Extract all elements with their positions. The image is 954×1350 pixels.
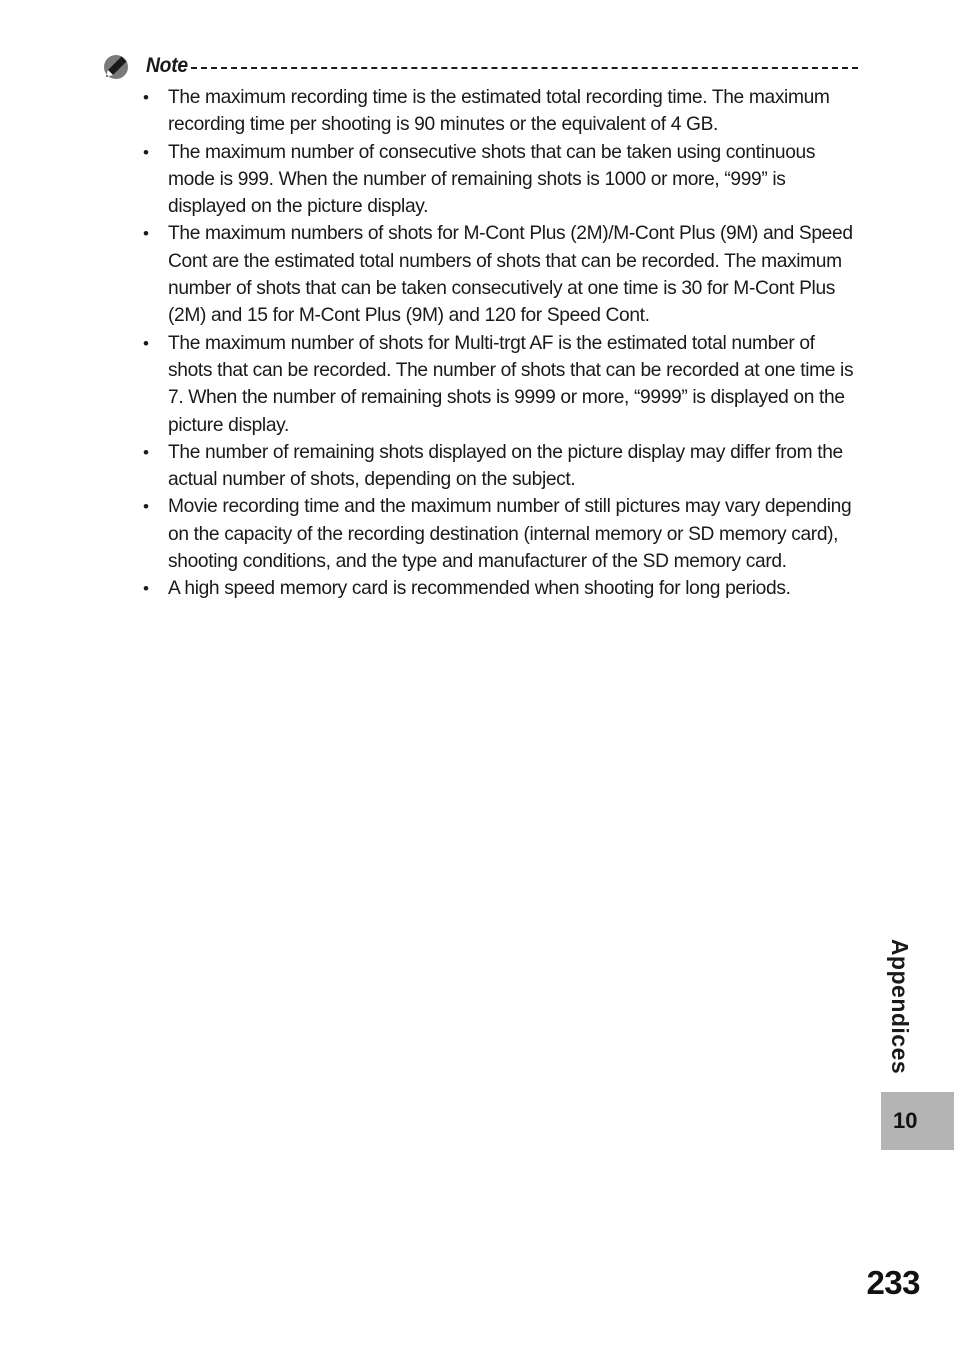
section-tab-label (880, 930, 920, 1082)
list-item (140, 220, 856, 329)
bullet-icon: • (143, 88, 149, 107)
list-item-text: The maximum number of consecutive shots that can be taken using continuous mode is 999. When the number of remaining shots is 1000 or more, “999” is displayed on the picture display. (168, 141, 816, 218)
list-item (140, 139, 856, 221)
list-item-text: The maximum numbers of shots for M-Cont Plus (2M)/M-Cont Plus (9M) and Speed Cont are the estimated total numbers of shots that can be recorded. The maximum number of shots that can be taken consecutively at one time is 30 for M-Cont Plus (2M) and 15 for M-Cont Plus (9M) and 120 for Speed Cont. (168, 223, 853, 327)
bullet-icon: • (143, 224, 149, 244)
page-number: 233 (866, 1264, 920, 1301)
list-item (140, 84, 856, 139)
list-item-text: Movie recording time and the maximum number of still pictures may vary depending on the capacity of the recording destination (internal memory or SD memory card), shooting conditions, and the type and manufacturer of the SD memory card. (168, 496, 852, 573)
list-item (140, 493, 856, 575)
list-item-text: The maximum recording time is the estimated total recording time. The maximum recording time per shooting is 90 minutes or the equivalent of 4 GB. (168, 87, 830, 136)
list-item (140, 330, 856, 439)
chapter-number-tab: 10 (881, 1092, 954, 1150)
list-item-text: A high speed memory card is recommended when shooting for long periods. (168, 578, 791, 600)
note-title: Note (146, 54, 188, 77)
list-item-text: The maximum number of shots for Multi-trgt AF is the estimated total number of shots that can be recorded. The number of shots that can be recorded at one time is 7. When the number of remaining shots is 9999 or more, “9999” is displayed on the picture display. (168, 332, 854, 436)
bullet-icon: • (143, 497, 149, 517)
pencil-note-icon (102, 52, 130, 80)
list-item (140, 439, 856, 494)
list-item-text: The number of remaining shots displayed on the picture display may differ from the actual number of shots, depending on the subject. (168, 441, 843, 491)
section-tab-text: Appendices (887, 938, 914, 1074)
note-header (102, 50, 858, 82)
bullet-icon: • (143, 142, 149, 162)
bullet-icon: • (143, 333, 149, 353)
bullet-icon: • (143, 442, 149, 462)
note-dashed-rule (191, 67, 858, 69)
list-item (140, 575, 856, 602)
bullet-icon: • (143, 579, 149, 599)
note-list (140, 84, 856, 603)
